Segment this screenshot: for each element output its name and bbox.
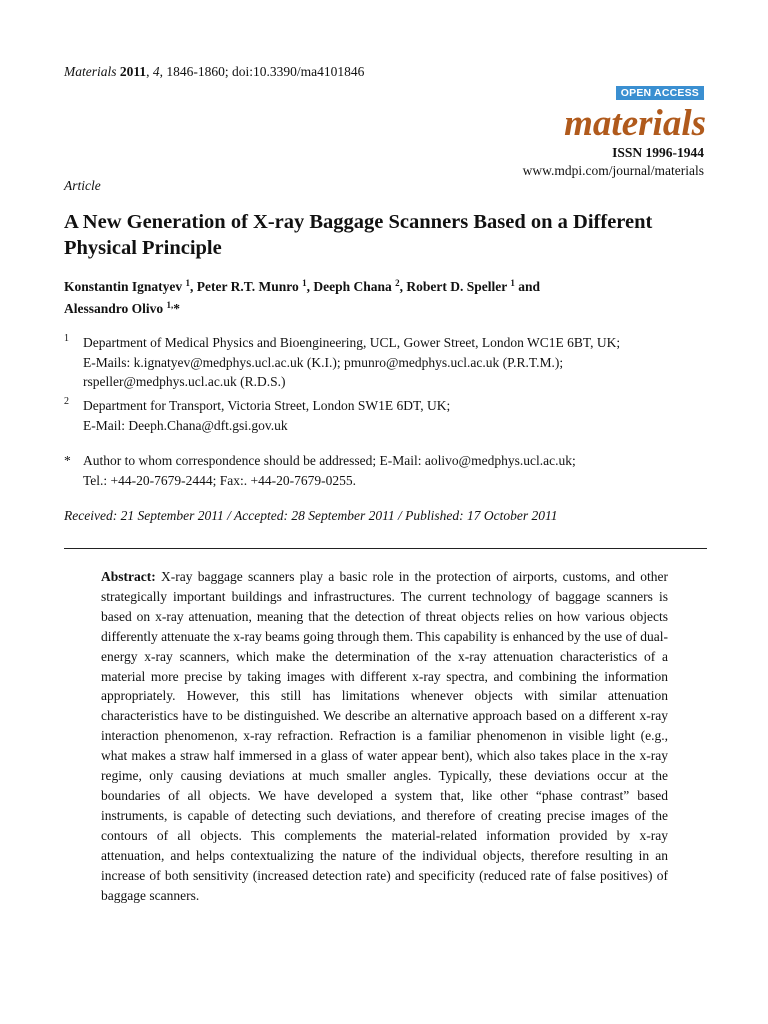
publication-dates: Received: 21 September 2011 / Accepted: 28 September 2011 / Published: 17 October 2011: [64, 508, 558, 523]
affiliation-2: [83, 396, 450, 435]
article-type: Article: [64, 178, 101, 193]
corresponding-author-star: *: [173, 301, 181, 316]
affiliation-line: E-Mail: Deeph.Chana@dft.gsi.gov.uk: [83, 417, 288, 433]
author-name: Robert D. Speller: [406, 279, 508, 294]
correspondence-line: Tel.: +44-20-7679-2444; Fax:. +44-20-7679-0255.: [83, 472, 356, 488]
divider: [64, 548, 707, 549]
citation-volume: 4: [152, 64, 160, 79]
author-separator: ,: [190, 279, 197, 294]
affiliation-line: rspeller@medphys.ucl.ac.uk (R.D.S.): [83, 374, 286, 389]
author-list: [64, 276, 684, 320]
correspondence-mark: *: [64, 453, 71, 468]
author-affiliation-mark: 1: [302, 278, 307, 288]
citation-pages-doi: , 1846-1860; doi:10.3390/ma4101846: [159, 64, 365, 79]
journal-logo: materials: [564, 103, 706, 144]
author-name: Alessandro Olivo: [64, 301, 164, 316]
open-access-badge: OPEN ACCESS: [616, 86, 704, 100]
author-name: Deeph Chana: [313, 279, 392, 294]
citation-journal: Materials: [64, 64, 117, 79]
correspondence-note: [83, 451, 576, 490]
journal-url[interactable]: www.mdpi.com/journal/materials: [522, 163, 704, 178]
issn: ISSN 1996-1944: [612, 145, 704, 160]
author-name: Konstantin Ignatyev: [64, 279, 183, 294]
paper-title: A New Generation of X-ray Baggage Scanners Based on a Different Physical Principle: [64, 211, 653, 259]
author-separator: ,: [399, 279, 407, 294]
affiliation-line: E-Mails: k.ignatyev@medphys.ucl.ac.uk (K.I.); pmunro@medphys.ucl.ac.uk (P.R.T.M.);: [83, 354, 564, 370]
affiliation-line: Department of Medical Physics and Bioengineering, UCL, Gower Street, London WC1E 6BT, UK;: [83, 335, 621, 350]
author-separator: and: [514, 279, 541, 294]
author-affiliation-mark: 1,: [166, 300, 174, 310]
author-affiliation-mark: 1: [185, 278, 191, 288]
author-separator: ,: [306, 279, 314, 294]
affiliation-line: Department for Transport, Victoria Street, London SW1E 6DT, UK;: [83, 398, 451, 413]
abstract: [101, 567, 668, 905]
author-name: Peter R.T. Munro: [196, 279, 299, 294]
author-affiliation-mark: 2: [395, 278, 400, 288]
affiliation-mark-1: 1: [64, 333, 69, 344]
abstract-label: Abstract:: [101, 569, 156, 584]
correspondence-line: Author to whom correspondence should be addressed; E-Mail: aolivo@medphys.ucl.ac.uk;: [83, 453, 576, 468]
citation-line: Materials 2011, 4, 1846-1860; doi:10.3390/ma4101846: [64, 64, 365, 79]
affiliation-mark-2: 2: [64, 396, 69, 407]
citation-year: 2011: [119, 64, 147, 79]
author-affiliation-mark: 1: [510, 278, 515, 288]
abstract-text: X-ray baggage scanners play a basic role in the protection of airports, customs, and other strategically important buildings and infrastructures. The current technology of baggage scanners is based on x-ray attenuation, meaning that the detection of threat objects relies on how various objects differently attenuate the x-ray beams going through them. This capability is enhanced by the use of dual-energy x-ray scanners, which make the determination of the x-ray attenuation characteristics of a material more precise by taking images with different x-ray spectra, and combining the information appropriately. However, this still has limitations whenever objects with similar attenuation characteristics have to be distinguished. We describe an alternative approach based on a different x-ray interaction phenomenon, x-ray refraction. Refraction is a familiar phenomenon in visible light (e.g., what makes a straw half immersed in a glass of water appear bent), which also takes place in the x-ray regime, only causing deviations at much smaller angles. Typically, these deviations occur at the boundaries of all objects. We have developed a system that, like other “phase contrast” based instruments, is capable of detecting such deviations, and therefore of creating precise images of the contours of all objects. This complements the material-related information provided by x-ray attenuation, and helps contextualizing the nature of the individual objects, therefore resulting in an increase of both sensitivity (increased detection rate) and specificity (reduced rate of false positives) of baggage scanners.: [101, 569, 668, 903]
affiliation-1: [83, 333, 620, 392]
